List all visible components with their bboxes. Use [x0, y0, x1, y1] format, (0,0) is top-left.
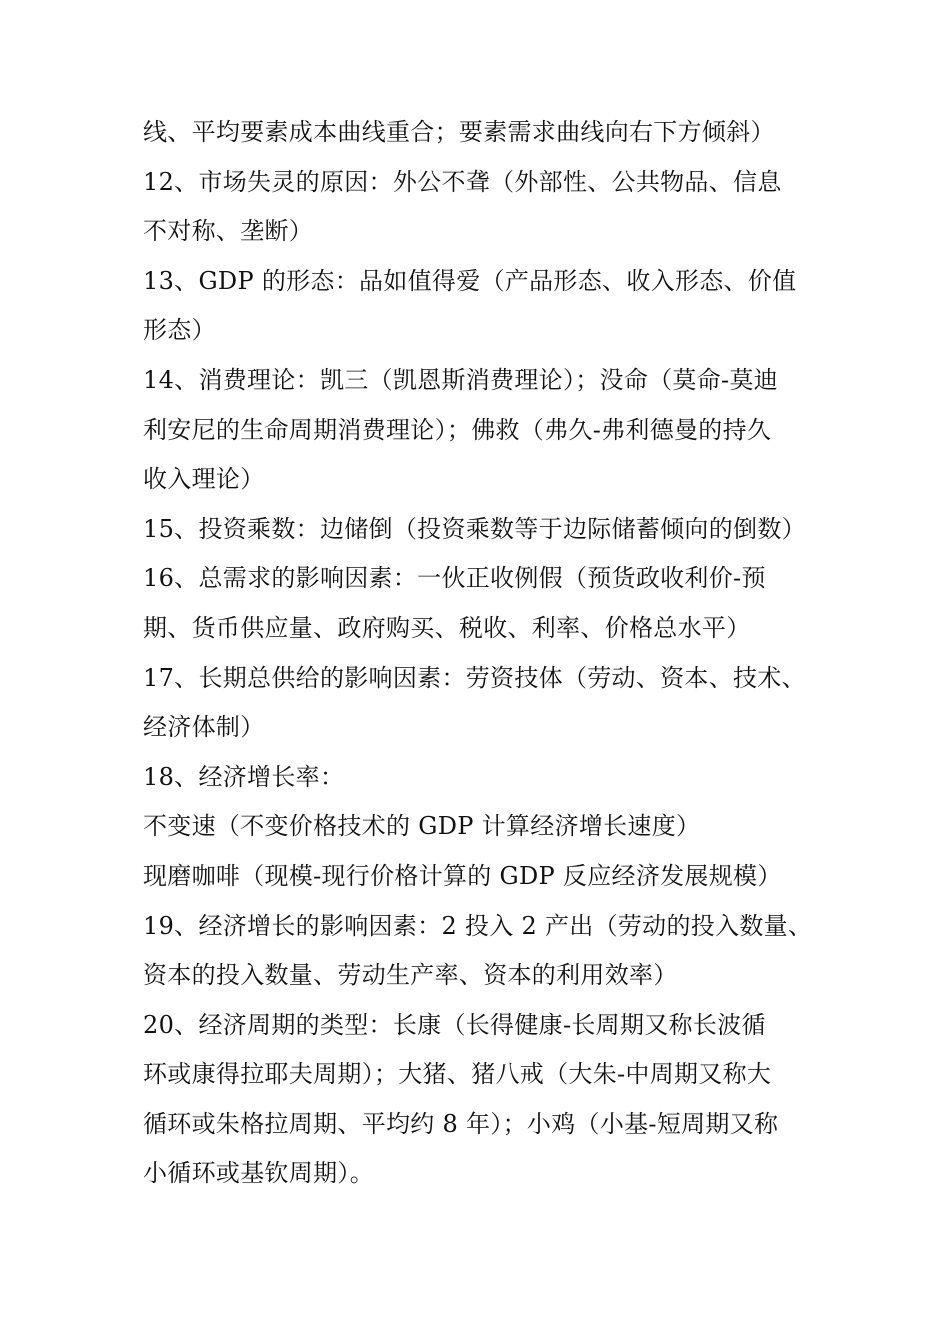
text-line: 经济体制）	[143, 713, 265, 742]
text-line: 14、消费理论：凯三（凯恩斯消费理论）；没命（莫命-莫迪	[143, 365, 779, 394]
text-line: 环或康得拉耶夫周期）；大猪、猪八戒（大朱-中周期又称大	[143, 1060, 772, 1089]
text-line: 19、经济增长的影响因素：2 投入 2 产出（劳动的投入数量、	[143, 911, 813, 940]
text-line: 现磨咖啡（现模-现行价格计算的 GDP 反应经济发展规模）	[143, 861, 782, 890]
text-line: 不对称、垄断）	[143, 217, 314, 246]
text-line: 资本的投入数量、劳动生产率、资本的利用效率）	[143, 961, 678, 990]
text-line: 15、投资乘数：边储倒（投资乘数等于边际储蓄倾向的倒数）	[143, 514, 806, 543]
text-line: 不变速（不变价格技术的 GDP 计算经济增长速度）	[143, 812, 701, 841]
text-line: 小循环或基钦周期）。	[143, 1159, 374, 1188]
document-body	[143, 108, 823, 1199]
text-line: 12、市场失灵的原因：外公不聋（外部性、公共物品、信息	[143, 167, 782, 196]
text-line: 收入理论）	[143, 465, 265, 494]
text-line: 循环或朱格拉周期、平均约 8 年）；小鸡（小基-短周期又称	[143, 1109, 779, 1138]
text-line: 18、经济增长率：	[143, 762, 345, 791]
text-line: 17、长期总供给的影响因素：劳资技体（劳动、资本、技术、	[143, 663, 806, 692]
text-line: 20、经济周期的类型：长康（长得健康-长周期又称长波循	[143, 1010, 766, 1039]
text-line: 形态）	[143, 316, 216, 345]
text-line: 利安尼的生命周期消费理论）；佛救（弗久-弗利德曼的持久	[143, 415, 772, 444]
text-line: 13、GDP 的形态：品如值得爱（产品形态、收入形态、价值	[143, 266, 797, 295]
text-line: 16、总需求的影响因素：一伙正收例假（预货政收利价-预	[143, 564, 766, 593]
text-line: 期、货币供应量、政府购买、税收、利率、价格总水平）	[143, 613, 751, 642]
text-line: 线、平均要素成本曲线重合；要素需求曲线向右下方倾斜）	[143, 118, 775, 146]
